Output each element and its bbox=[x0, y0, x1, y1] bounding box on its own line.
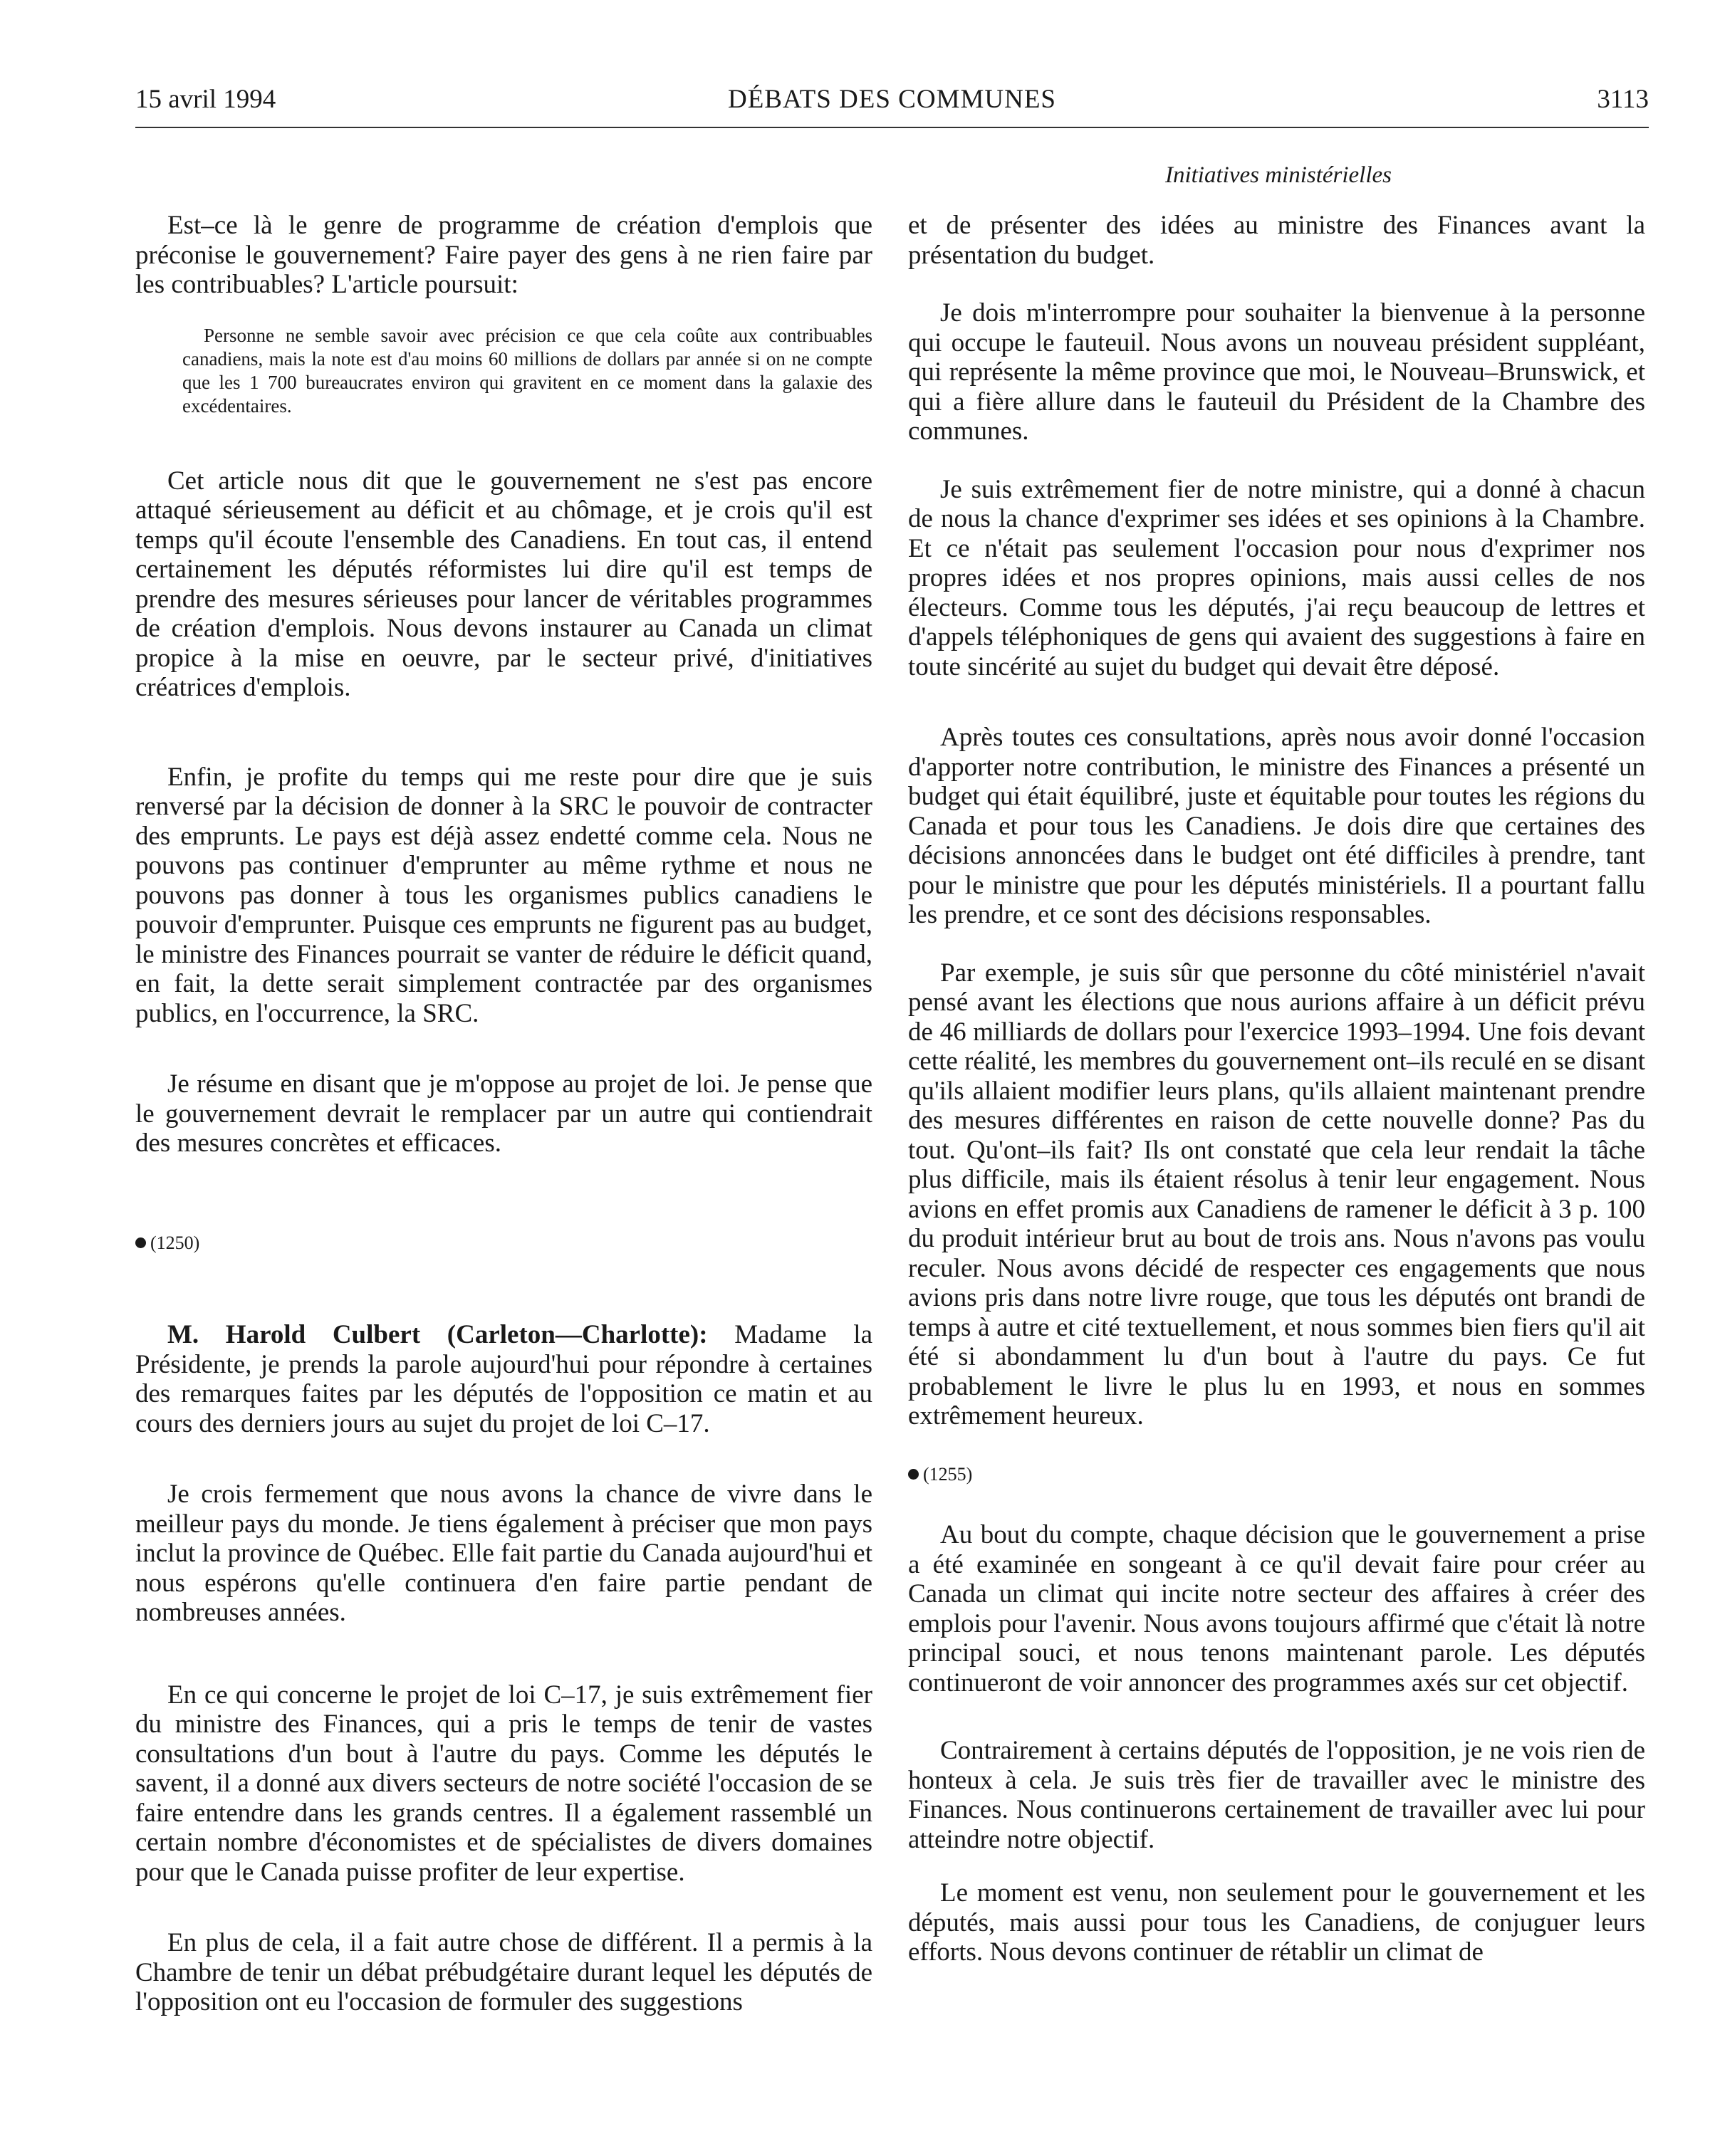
paragraph: Le moment est venu, non seulement pour le gouvernement et les députés, mais aussi pour tous les Canadiens, de conjuguer leurs efforts. Nous devons continuer de rétablir un climat de bbox=[908, 1878, 1645, 1967]
paragraph: Je résume en disant que je m'oppose au projet de loi. Je pense que le gouvernement devrait le remplacer par un autre qui contiendrait des mesures concrètes et efficaces. bbox=[135, 1069, 872, 1158]
block-quote: Personne ne semble savoir avec précision ce que cela coûte aux contribuables canadiens, mais la note est d'au moins 60 millions de dollars par année si on ne compte que les 1 700 bureaucrates environ qui gravitent en ce moment dans la galaxie des excédentaires. bbox=[182, 324, 872, 417]
time-marker bbox=[908, 1460, 1645, 1490]
header-rule bbox=[135, 127, 1649, 128]
speech-paragraph bbox=[135, 1320, 872, 1438]
paragraph: Est–ce là le genre de programme de création d'emplois que préconise le gouvernement? Faire payer des gens à ne rien faire par les contribuables? L'article poursuit: bbox=[135, 211, 872, 299]
page-header bbox=[135, 84, 1649, 127]
time-marker bbox=[135, 1228, 872, 1258]
paragraph: Je dois m'interrompre pour souhaiter la bienvenue à la personne qui occupe le fauteuil. Nous avons un nouveau président suppléant, qui représente la même province que moi, le Nouveau–Brunswick, et qui a fière allure dans le fauteuil du Président de la Chambre des communes. bbox=[908, 298, 1645, 446]
page-number: 3113 bbox=[1597, 85, 1649, 114]
speaker-name: M. Harold Culbert (Carleton—Charlotte): bbox=[167, 1320, 708, 1349]
bullet-icon bbox=[908, 1469, 919, 1480]
paragraph: et de présenter des idées au ministre des Finances avant la présentation du budget. bbox=[908, 211, 1645, 270]
paragraph: En ce qui concerne le projet de loi C–17, je suis extrêmement fier du ministre des Finances, qui a pris le temps de tenir de vastes consultations d'un bout à l'autre du pays. Comme les députés le savent, il a donné aux divers secteurs de notre société l'occasion de se faire entendre dans les grands centres. Il a également rassemblé un certain nombre d'économistes et de spécialistes de divers domaines pour que le Canada puisse profiter de leur expertise. bbox=[135, 1680, 872, 1887]
paragraph: Par exemple, je suis sûr que personne du côté ministériel n'avait pensé avant les élections que nous aurions affaire à un déficit prévu de 46 milliards de dollars pour l'exercice 1993–1994. Une fois devant cette réalité, les membres du gouvernement ont–ils reculé en se disant qu'ils allaient modifier leurs plans, qu'ils allaient maintenant prendre des mesures différentes en raison de cette nouvelle donne? Pas du tout. Qu'ont–ils fait? Ils ont constaté que cela leur rendait la tâche plus difficile, mais ils étaient résolus à tenir leur engagement. Nous avions en effet promis aux Canadiens de ramener le déficit à 3 p. 100 du produit intérieur brut au bout de trois ans. Nous n'avons pas voulu reculer. Nous avons décidé de respecter ces engagements que nous avions pris dans notre livre rouge, que tous les députés ont brandi de temps à autre et cité textuellement, et nous sommes bien fiers qu'il ait été si abondamment lu d'un bout à l'autre du pays. Ce fut probablement le livre le plus lu en 1993, et nous en sommes extrêmement heureux. bbox=[908, 958, 1645, 1430]
right-column bbox=[908, 211, 1645, 2009]
paragraph: Au bout du compte, chaque décision que le gouvernement a prise a été examinée en songeant à ce qu'il devait faire pour créer au Canada un climat qui incite notre secteur des affaires à créer des emplois pour l'avenir. Nous avons toujours affirmé que c'était là notre principal souci, et nous tenons maintenant parole. Les députés continueront de voir annoncer des programmes axés sur cet objectif. bbox=[908, 1520, 1645, 1697]
bullet-icon bbox=[135, 1237, 146, 1248]
paragraph: Enfin, je profite du temps qui me reste pour dire que je suis renversé par la décision de donner à la SRC le pouvoir de contracter des emprunts. Le pays est déjà assez endetté comme cela. Nous ne pouvons pas continuer d'emprunter au même rythme et nous ne pouvons pas donner à tous les organismes publics canadiens le pouvoir d'emprunter. Puisque ces emprunts ne figurent pas au budget, le ministre des Finances pourrait se vanter de réduire le déficit quand, en fait, la dette serait simplement contractée par des organismes publics, en l'occurrence, la SRC. bbox=[135, 762, 872, 1028]
time-marker-text: (1255) bbox=[923, 1463, 973, 1485]
header-date: 15 avril 1994 bbox=[135, 85, 276, 114]
header-title: DÉBATS DES COMMUNES bbox=[727, 85, 1056, 114]
paragraph: Contrairement à certains députés de l'opposition, je ne vois rien de honteux à cela. Je suis très fier de travailler avec le ministre des Finances. Nous continuerons certainement de travailler avec lui pour atteindre notre objectif. bbox=[908, 1736, 1645, 1854]
left-column bbox=[135, 211, 872, 2058]
paragraph: Après toutes ces consultations, après nous avoir donné l'occasion d'apporter notre contribution, le ministre des Finances a présenté un budget qui était équilibré, juste et équitable pour toutes les régions du Canada et pour tous les Canadiens. Je dois dire que certaines des décisions annoncées dans le budget ont été difficiles à prendre, tant pour le ministre que pour les députés ministériels. Il a pourtant fallu les prendre, et ce sont des décisions responsables. bbox=[908, 723, 1645, 929]
running-head: Initiatives ministérielles bbox=[1164, 162, 1392, 188]
paragraph: Je suis extrêmement fier de notre ministre, qui a donné à chacun de nous la chance d'exprimer ses idées et ses opinions à la Chambre. Et ce n'était pas seulement l'occasion pour nous d'exprimer nos propres idées et nos propres opinions, mais aussi celles de nos électeurs. Comme tous les députés, j'ai reçu beaucoup de lettres et d'appels téléphoniques de gens qui avaient des suggestions à faire en toute sincérité au sujet du budget qui devait être déposé. bbox=[908, 474, 1645, 681]
paragraph: En plus de cela, il a fait autre chose de différent. Il a permis à la Chambre de tenir un débat prébudgétaire durant lequel les députés de l'opposition ont eu l'occasion de formuler des suggestions bbox=[135, 1928, 872, 2016]
speech-text: Madame la Présidente, je prends la parole aujourd'hui pour répondre à certaines des remarques faites par les députés de l'opposition ce matin et au cours des derniers jours au sujet du projet de loi C–17. bbox=[135, 1320, 872, 1438]
time-marker-text: (1250) bbox=[150, 1232, 200, 1253]
paragraph: Je crois fermement que nous avons la chance de vivre dans le meilleur pays du monde. Je tiens également à préciser que mon pays inclut la province de Québec. Elle fait partie du Canada aujourd'hui et nous espérons qu'elle continuera d'en faire partie pendant de nombreuses années. bbox=[135, 1480, 872, 1627]
paragraph: Cet article nous dit que le gouvernement ne s'est pas encore attaqué sérieusement au déficit et au chômage, et je crois qu'il est temps qu'il écoute l'ensemble des Canadiens. En tout cas, il entend certainement les députés réformistes lui dire qu'il est temps de prendre des mesures sérieuses pour lancer de véritables programmes de création d'emplois. Nous devons instaurer au Canada un climat propice à la mise en oeuvre, par le secteur privé, d'initiatives créatrices d'emplois. bbox=[135, 466, 872, 702]
